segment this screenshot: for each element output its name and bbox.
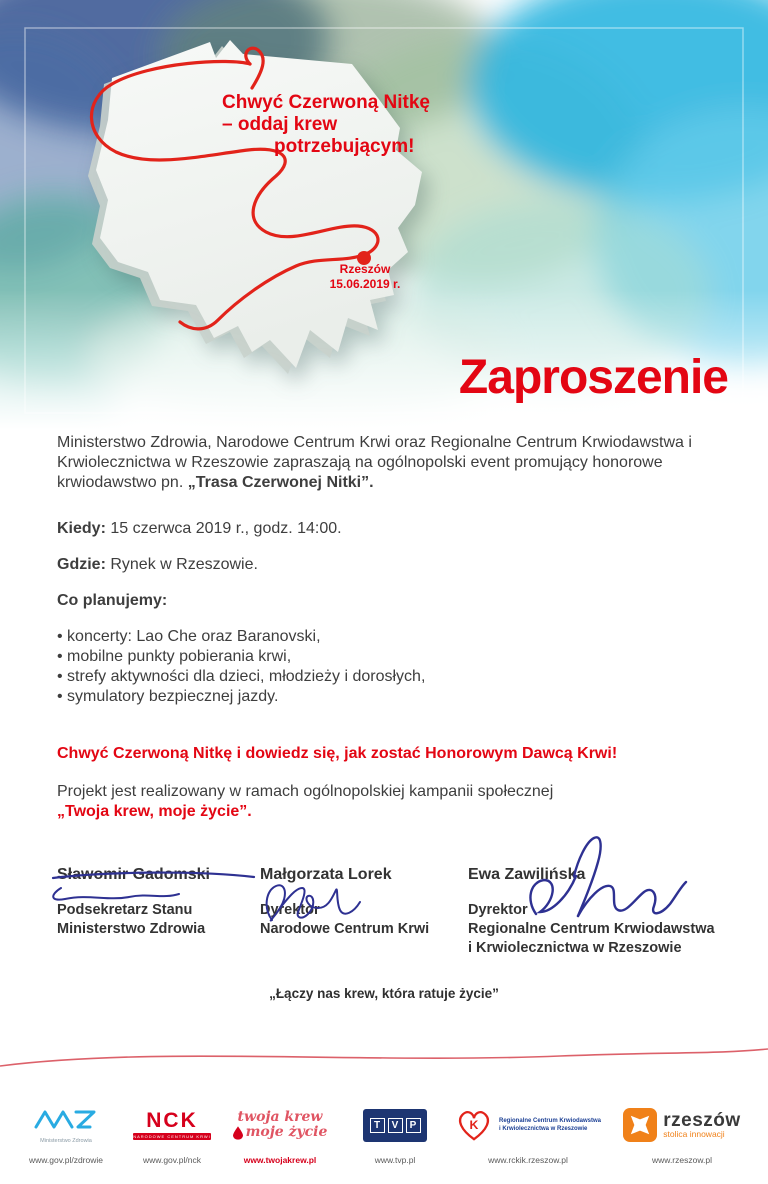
- intro-paragraph: [57, 433, 702, 493]
- plan-item: • koncerty: Lao Che oraz Baranovski,: [57, 628, 321, 645]
- blood-drop-icon: [233, 1126, 243, 1140]
- tvp-url-link[interactable]: www.tvp.pl: [374, 1155, 416, 1165]
- campaign-line1: Projekt jest realizowany w ramach ogólnopolskiej kampanii społecznej: [57, 783, 554, 800]
- svg-text:K: K: [469, 1117, 479, 1132]
- twojakrew-url-link[interactable]: www.twojakrew.pl: [243, 1155, 317, 1165]
- signatory-title: Podsekretarz Stanu: [57, 902, 193, 918]
- campaign-quote: „Łączy nas krew, która ratuje życie”: [269, 986, 499, 1001]
- tvp-logo-icon: [363, 1109, 427, 1142]
- event-name: „Trasa Czerwonej Nitki”.: [187, 474, 374, 491]
- hero-tagline-line3: potrzebującym!: [274, 136, 415, 157]
- cta-line: Chwyć Czerwoną Nitkę i dowiedz się, jak zostać Honorowym Dawcą Krwi!: [57, 745, 618, 762]
- rzeszow-url-link[interactable]: www.rzeszow.pl: [652, 1155, 712, 1165]
- map-city-label: Rzeszów: [339, 262, 391, 276]
- map-date-label: 15.06.2019 r.: [329, 277, 401, 291]
- when-line: [57, 519, 702, 539]
- signatory-org: Narodowe Centrum Krwi: [260, 921, 430, 937]
- when-label: Kiedy:: [57, 520, 106, 537]
- tvp-letter: T: [370, 1118, 385, 1133]
- signatory-org: Ministerstwo Zdrowia: [57, 921, 206, 937]
- nck-logo-text: NCK: [146, 1108, 198, 1132]
- logo-twoja-krew-moje-zycie: [225, 1102, 335, 1165]
- intro-text: Ministerstwo Zdrowia, Narodowe Centrum Krwi oraz Regionalne Centrum Krwiodawstwa i Krwiolecznictwa w Rzeszowie zapraszają na ogólnopolski event promujący honorowe krwiodawstwo pn.: [57, 434, 692, 491]
- where-label: Gdzie:: [57, 556, 106, 573]
- logo-nck: [126, 1102, 218, 1165]
- plan-list: [57, 627, 702, 707]
- where-line: [57, 555, 702, 575]
- hero-tagline-line2: – oddaj krew: [222, 114, 338, 135]
- logo-rckik: [448, 1102, 608, 1165]
- tvp-letter: P: [406, 1118, 421, 1133]
- signature-zawilinska: [468, 866, 738, 958]
- signatory-title: Dyrektor: [468, 902, 528, 918]
- nck-url-link[interactable]: www.gov.pl/nck: [143, 1155, 201, 1165]
- page-title: Zaproszenie: [458, 351, 728, 404]
- campaign-paragraph: [57, 782, 702, 822]
- rzeszow-star-icon: [623, 1108, 657, 1142]
- rzeszow-logo-subtitle: stolica innowacji: [663, 1128, 725, 1139]
- rckik-url-link[interactable]: www.rckik.rzeszow.pl: [488, 1155, 568, 1165]
- logo-rzeszow: [608, 1102, 756, 1165]
- signatures-row: [0, 858, 768, 978]
- hero-tagline: [222, 92, 430, 158]
- logo-ministerstwo-zdrowia: [11, 1102, 121, 1165]
- campaign-logo-line1: twoja krew: [237, 1109, 323, 1125]
- signatory-name: Sławomir Gadomski: [57, 866, 210, 883]
- signatory-name: Małgorzata Lorek: [260, 866, 392, 883]
- ministry-url-link[interactable]: www.gov.pl/zdrowie: [28, 1155, 103, 1165]
- heart-k-icon: [455, 1107, 493, 1143]
- where-value: Rynek w Rzeszowie.: [105, 556, 258, 573]
- signature-gadomski: [57, 866, 262, 939]
- rckik-caption-line2: i Krwiolecznictwa w Rzeszowie: [498, 1126, 588, 1132]
- map-event-label: [320, 262, 410, 292]
- rzeszow-logo-name: rzeszów: [663, 1109, 741, 1131]
- signatory-org: Regionalne Centrum Krwiodawstwa: [468, 921, 715, 937]
- campaign-name: „Twoja krew, moje życie”.: [57, 803, 252, 820]
- signatory-title: Dyrektor: [260, 902, 320, 918]
- tvp-letter: V: [388, 1118, 403, 1133]
- plan-heading: Co planujemy:: [57, 592, 168, 609]
- ministry-of-health-icon: [32, 1106, 100, 1132]
- red-divider-curve: [0, 1038, 768, 1078]
- signatory-org: i Krwiolecznictwa w Rzeszowie: [468, 940, 682, 956]
- plan-item: • mobilne punkty pobierania krwi,: [57, 648, 292, 665]
- when-value: 15 czerwca 2019 r., godz. 14:00.: [105, 520, 342, 537]
- logo-tvp: [349, 1102, 441, 1165]
- plan-item: • symulatory bezpiecznej jazdy.: [57, 688, 279, 705]
- ministry-logo-caption: Ministerstwo Zdrowia: [40, 1138, 92, 1144]
- nck-logo-bar: NARODOWE CENTRUM KRWI: [133, 1133, 211, 1139]
- hero-tagline-line1: Chwyć Czerwoną Nitkę: [222, 92, 430, 113]
- signature-lorek: [260, 866, 465, 939]
- rckik-caption-line1: Regionalne Centrum Krwiodawstwa: [498, 1118, 601, 1124]
- signatory-name: Ewa Zawilińska: [468, 866, 586, 883]
- campaign-logo-line2: moje życie: [245, 1124, 328, 1140]
- plan-item: • strefy aktywności dla dzieci, młodzieży i dorosłych,: [57, 668, 426, 685]
